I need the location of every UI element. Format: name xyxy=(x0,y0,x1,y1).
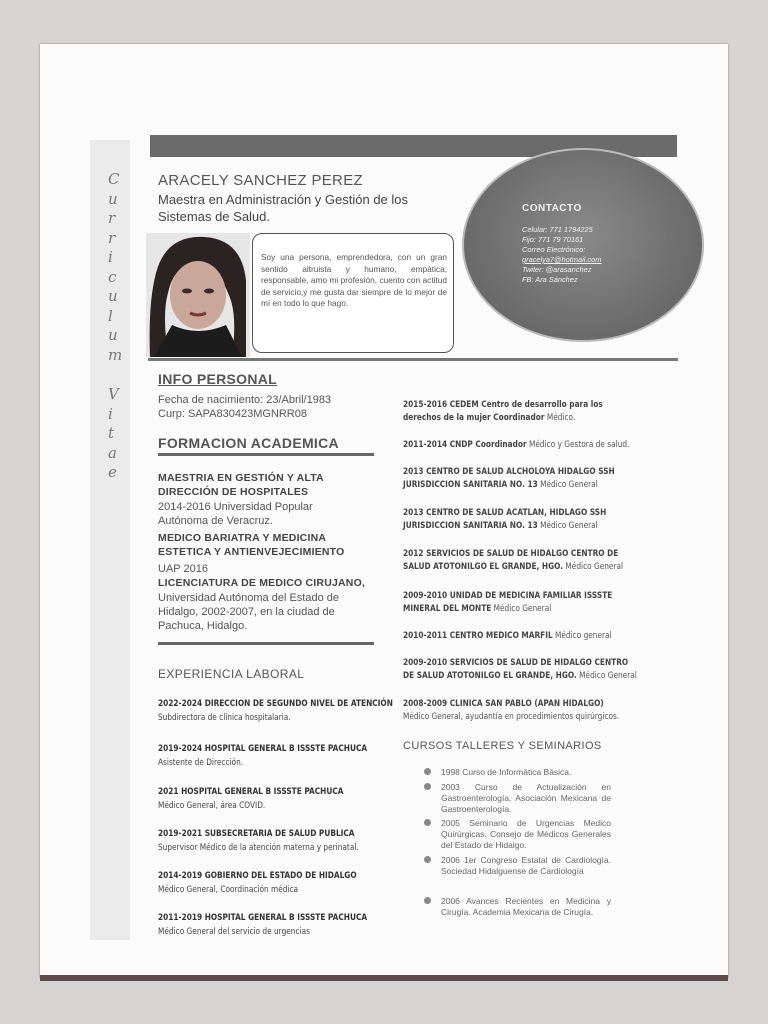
experience-right-role: Médico General xyxy=(579,671,637,681)
info-curp: Curp: SAPA830423MGNRR08 xyxy=(158,408,307,420)
education-degree-3: LICENCIATURA DE MEDICO CIRUJANO, xyxy=(158,577,366,589)
experience-item-title: 2019-2021 SUBSECRETARIA DE SALUD PUBLICA xyxy=(158,829,355,839)
experience-rule xyxy=(158,642,374,645)
experience-item-role: Médico General, Coordinación médica xyxy=(158,885,299,895)
vertical-title xyxy=(108,170,138,483)
experience-title: EXPERIENCIA LABORAL xyxy=(158,667,305,681)
vertical-letter: C xyxy=(108,170,120,188)
experience-right-item xyxy=(403,507,606,533)
course-bullet xyxy=(424,768,431,775)
experience-right-title: 2010-2011 CENTRO MEDICO MARFIL xyxy=(403,631,553,641)
experience-right-item xyxy=(403,439,629,452)
education-rule xyxy=(158,453,374,456)
course-bullet xyxy=(424,856,431,863)
course-item: 2005 Seminario de Urgencias Medico Quirúrgicas. Consejo de Médicos Generales del Estado de Hidalgo. xyxy=(441,818,611,850)
vertical-letter: l xyxy=(108,306,113,325)
info-title: INFO PERSONAL xyxy=(158,371,278,387)
experience-item-role: Médico General del servicio de urgencias xyxy=(158,927,310,937)
course-item: 2006 Avances Recientes en Medicina y Cirugía. Academia Mexicana de Cirugía. xyxy=(441,896,611,917)
experience-right-role: Médico General xyxy=(565,562,624,572)
experience-right-title: 2008-2009 CLINICA SAN PABLO (APAN HIDALGO) xyxy=(403,699,604,709)
vertical-letter: r xyxy=(108,209,116,227)
contact-title: CONTACTO xyxy=(522,203,582,214)
experience-item-role: Subdirectora de clínica hospitalaria. xyxy=(158,713,291,723)
experience-right-role: Médico y Gestora de salud. xyxy=(529,440,630,450)
experience-item-title: 2011-2019 HOSPITAL GENERAL B ISSSTE PACHUCA xyxy=(158,913,368,923)
vertical-letter xyxy=(108,365,138,385)
education-degree-2: MEDICO BARIATRA Y MEDICINA ESTETICA Y ANTIENVEJECIMIENTO xyxy=(158,532,345,558)
experience-right-title-cont: JURISDICCION SANITARIA NO. 13 xyxy=(403,480,538,490)
vertical-letter: c xyxy=(108,267,117,286)
experience-right-item xyxy=(403,466,615,492)
course-item: 2003 Curso de Actualización en Gastroenterología. Asociación Mexicana de Gastroenterología. xyxy=(441,782,611,814)
vertical-letter: a xyxy=(108,443,117,462)
contact-email-label: Correo Electrónico: xyxy=(522,245,586,254)
experience-item-title: 2019-2024 HOSPITAL GENERAL B ISSSTE PACHUCA xyxy=(158,744,368,754)
experience-item-title: 2014-2019 GOBIERNO DEL ESTADO DE HIDALGO xyxy=(158,871,357,881)
experience-right-item xyxy=(403,657,637,683)
vertical-letter: r xyxy=(108,228,116,247)
vertical-letter: u xyxy=(108,189,118,208)
vertical-letter: u xyxy=(108,326,118,344)
bio-text: Soy una persona, emprendedora, con un gran sentido altruista y humano, empática, responsable, amo mi profesión, cuento con actitud de servicio,y me gusta dar siempre de lo mejor de mí en todo lo que hago. xyxy=(261,252,447,308)
experience-right-role: Médico general xyxy=(555,631,612,641)
course-bullet xyxy=(424,897,431,904)
course-item: 2006 1er Congreso Estatal de Cardiología. Sociedad Hidalguense de Cardiología xyxy=(441,855,611,876)
contact-email[interactable]: gracelya7@hotmail.com xyxy=(522,255,602,264)
experience-right-title-cont: DE SALUD ATOTONILGO EL GRANDE, HGO. xyxy=(403,671,577,681)
experience-right-item xyxy=(403,590,612,616)
vertical-letter: i xyxy=(108,248,113,266)
vertical-letter: t xyxy=(108,424,115,442)
experience-item-role: Supervisor Médico de la atención materna y perinatal. xyxy=(158,843,359,853)
person-degree: Maestra en Administración y Gestión de los Sistemas de Salud. xyxy=(158,192,409,224)
experience-right-title: 2009-2010 SERVICIOS DE SALUD DE HIDALGO CENTRO xyxy=(403,658,629,668)
experience-right-role: Médico General xyxy=(540,480,598,490)
contact-cell: Celular: 771 1794225 xyxy=(522,225,593,234)
experience-right-item xyxy=(403,698,619,724)
vertical-letter: i xyxy=(108,404,113,423)
experience-item-role: Asistente de Dirección. xyxy=(158,758,244,768)
info-birth: Fecha de nacimiento: 23/Abril/1983 xyxy=(158,394,332,406)
profile-photo xyxy=(146,233,250,357)
experience-item-title: 2022-2024 DIRECCION DE SEGUNDO NIVEL DE ATENCIÓN xyxy=(158,699,393,709)
experience-right-title: 2013 CENTRO DE SALUD ALCHOLOYA HIDALGO SSH xyxy=(403,467,615,477)
experience-right-item xyxy=(403,630,612,643)
experience-right-role: Médico General xyxy=(493,604,552,614)
experience-right-role: Médico General, ayudantía en procedimientos quirúrgicos. xyxy=(403,712,620,722)
experience-right-role: Médico. xyxy=(546,413,576,423)
experience-right-role: Médico General xyxy=(540,521,598,531)
experience-item-role: Médico General, área COVID. xyxy=(158,801,266,811)
courses-title: CURSOS TALLERES Y SEMINARIOS xyxy=(403,740,602,752)
education-degree-1: MAESTRIA EN GESTIÓN Y ALTA DIRECCIÓN DE HOSPITALES xyxy=(158,472,324,498)
page-bottom-edge xyxy=(40,975,728,981)
vertical-letter: m xyxy=(108,345,123,364)
experience-right-item xyxy=(403,399,603,425)
experience-right-item xyxy=(403,548,623,574)
experience-right-title: 2011-2014 CNDP Coordinador xyxy=(403,440,527,450)
experience-right-title-cont: SALUD ATOTONILGO EL GRANDE, HGO. xyxy=(403,562,564,572)
experience-right-title: 2009-2010 UNIDAD DE MEDICINA FAMILIAR ISSSTE xyxy=(403,591,613,601)
vertical-letter: u xyxy=(108,287,118,305)
contact-facebook: FB: Ara Sánchez xyxy=(522,275,578,284)
experience-right-title-cont: MINERAL DEL MONTE xyxy=(403,604,492,614)
course-bullet xyxy=(424,783,431,790)
course-item: 1998 Curso de Informática Básica. xyxy=(441,767,572,777)
contact-twitter: Twiter: @arasanchez xyxy=(522,265,592,274)
experience-right-title-cont: JURISDICCION SANITARIA NO. 13 xyxy=(403,521,538,531)
person-name: ARACELY SANCHEZ PEREZ xyxy=(158,172,363,189)
vertical-letter: e xyxy=(108,463,117,481)
education-title: FORMACION ACADEMICA xyxy=(158,435,339,451)
education-detail-3: Universidad Autónoma del Estado de Hidalgo, 2002-2007, en la ciudad de Pachuca, Hidalgo. xyxy=(158,592,340,632)
course-bullet xyxy=(424,819,431,826)
contact-fixed: Fijo: 771 79 70161 xyxy=(522,235,584,244)
vertical-letter: V xyxy=(108,385,119,403)
experience-right-title: 2015-2016 CEDEM Centro de desarrollo para los xyxy=(403,400,603,410)
education-detail-2: UAP 2016 xyxy=(158,563,208,575)
experience-right-title: 2012 SERVICIOS DE SALUD DE HIDALGO CENTRO DE xyxy=(403,549,619,559)
bio-box xyxy=(252,233,454,353)
experience-item-title: 2021 HOSPITAL GENERAL B ISSSTE PACHUCA xyxy=(158,787,344,797)
header-divider xyxy=(148,358,678,361)
experience-right-title-cont: derechos de la mujer Coordinador xyxy=(403,413,545,423)
education-detail-1: 2014-2016 Universidad Popular Autónoma de Veracruz. xyxy=(158,501,313,527)
experience-right-title: 2013 CENTRO DE SALUD ACATLAN, HIDLAGO SSH xyxy=(403,508,607,518)
